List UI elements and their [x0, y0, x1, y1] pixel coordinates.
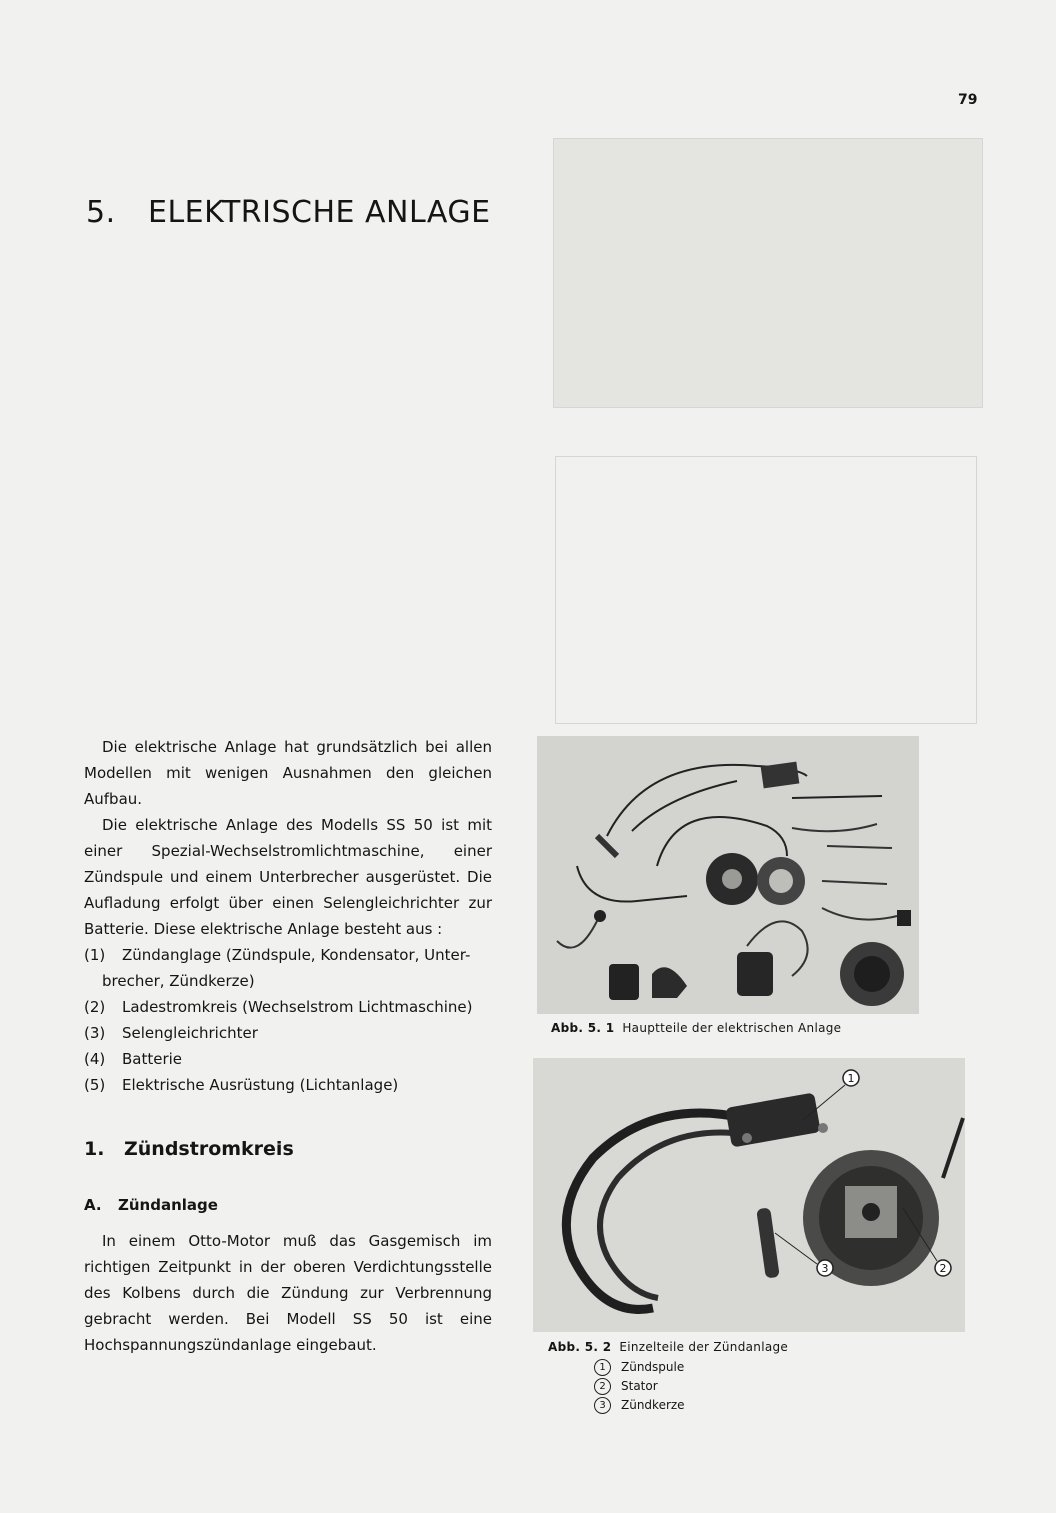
list-item — [84, 1020, 492, 1046]
legend-item — [594, 1377, 685, 1396]
ignition-illustration — [533, 1058, 965, 1332]
marker-1: 1 — [847, 1072, 855, 1085]
figure-electrical-parts-photo — [537, 736, 919, 1014]
chapter-title — [86, 195, 491, 230]
figure-ignition-parts-photo — [533, 1058, 965, 1332]
list-item — [84, 942, 492, 968]
list-item — [84, 1072, 492, 1098]
list-item-number: (5) — [84, 1076, 106, 1094]
section-number: 1. — [84, 1138, 105, 1160]
section-heading — [84, 1138, 294, 1160]
bleedthrough-diagram — [555, 456, 977, 724]
list-item-text: Ladestromkreis (Wechselstrom Lichtmaschine) — [122, 998, 473, 1016]
intro-paragraph-2: Die elektrische Anlage des Modells SS 50 ist mit einer Spezial-Wechselstromlichtmaschine, einer Zündspule und einem Unterbrecher ausgerüstet. Die Aufladung erfolgt über einen Selengleichrichter zur Batterie. Diese elektrische Anlage besteht aus : — [84, 816, 492, 938]
list-item-continuation: brecher, Zündkerze) — [102, 972, 255, 990]
list-item-text: Selengleichrichter — [122, 1024, 258, 1042]
figure2-caption — [548, 1340, 788, 1354]
subsection-paragraph: In einem Otto-Motor muß das Gasgemisch im richtigen Zeitpunkt in der oberen Verdichtungsstelle des Kolbens durch die Zündung zur Verbrennung gebracht werden. Bei Modell SS 50 ist eine Hochspannungszündanlage eingebaut. — [84, 1232, 492, 1354]
list-item — [84, 994, 492, 1020]
page-number: 79 — [958, 92, 978, 108]
list-item-number: (3) — [84, 1024, 106, 1042]
list-item-number: (1) — [84, 946, 106, 964]
subsection-title: Zündanlage — [118, 1196, 218, 1214]
legend-text: Zündkerze — [621, 1398, 685, 1412]
figure2-label: Abb. 5. 2 — [548, 1340, 612, 1354]
list-item-text: Batterie — [122, 1050, 183, 1068]
list-item-text: Zündanglage (Zündspule, Kondensator, Unter- — [122, 946, 471, 964]
subsection-heading — [84, 1196, 218, 1214]
component-list — [84, 942, 492, 1098]
list-item-text: Elektrische Ausrüstung (Lichtanlage) — [122, 1076, 399, 1094]
list-item-number: (2) — [84, 998, 106, 1016]
section-title: Zündstromkreis — [124, 1138, 294, 1160]
parts-illustration — [537, 736, 919, 1014]
legend-text: Zündspule — [621, 1360, 685, 1374]
figure1-caption-text: Hauptteile der elektrischen Anlage — [622, 1021, 842, 1035]
chapter-number: 5. — [86, 195, 116, 230]
intro-paragraph-1: Die elektrische Anlage hat grundsätzlich bei allen Modellen mit wenigen Ausnahmen den gleichen Aufbau. — [84, 738, 492, 808]
figure1-caption — [551, 1021, 841, 1035]
legend-item — [594, 1396, 685, 1415]
figure1-label: Abb. 5. 1 — [551, 1021, 615, 1035]
legend-item — [594, 1358, 685, 1377]
legend-text: Stator — [621, 1379, 658, 1393]
figure2-caption-text: Einzelteile der Zündanlage — [619, 1340, 789, 1354]
subsection-number: A. — [84, 1196, 102, 1214]
legend-number: 1 — [594, 1359, 611, 1376]
figure2-legend — [594, 1358, 685, 1415]
list-item-number: (4) — [84, 1050, 106, 1068]
legend-number: 2 — [594, 1378, 611, 1395]
intro-text — [84, 734, 492, 1098]
chapter-title-text: ELEKTRISCHE ANLAGE — [148, 195, 491, 230]
list-item — [84, 1046, 492, 1072]
marker-2: 2 — [939, 1262, 947, 1275]
bleedthrough-photo — [553, 138, 983, 408]
marker-3: 3 — [821, 1262, 829, 1275]
legend-number: 3 — [594, 1397, 611, 1414]
subsection-text — [84, 1228, 492, 1358]
